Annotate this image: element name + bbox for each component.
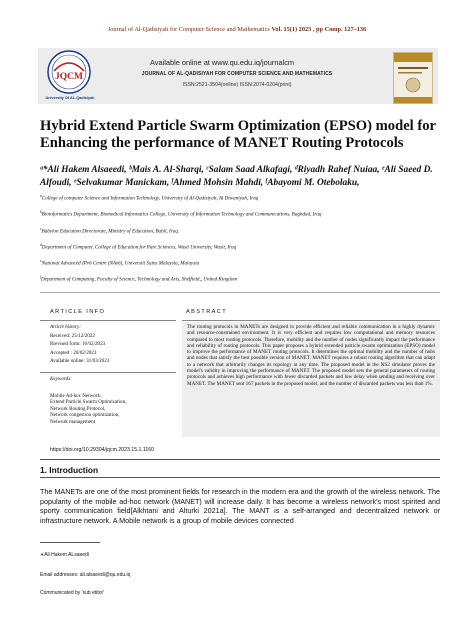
divider xyxy=(40,459,440,460)
affiliation xyxy=(40,274,460,283)
affiliation-marker: d xyxy=(40,242,42,247)
keywords-label: Keywords: xyxy=(50,376,72,382)
article-info-label: ARTICLE INFO xyxy=(50,309,106,315)
divider xyxy=(40,292,440,293)
keyword-item: Network congestion optimization, xyxy=(50,412,120,418)
affiliation-text: Babylon Education Directorate, Ministry of Education, Babil, Iraq. xyxy=(41,228,180,235)
affiliation-text: Department of Computer, College of Education for Pure Sciences, Wasit University, Wasit, Iraq xyxy=(41,244,237,251)
keywords xyxy=(50,376,126,425)
issn: ISSN:2521-3504(online) ISSN:2074-0204(print) xyxy=(182,82,292,88)
journal-logo-icon xyxy=(40,49,98,101)
affiliation-marker: a xyxy=(40,194,42,198)
keyword-item: Network Routing Protocol, xyxy=(50,405,106,412)
affiliation-marker: b xyxy=(40,210,42,215)
keyword-item: Mobile Ad-hoc Network , xyxy=(50,392,103,399)
affiliation-text: Bioinformatics Department, Biomedical Informatics College, University of Information Technology and Communications, Baghdad, Iraq xyxy=(41,211,322,218)
divider xyxy=(40,477,440,478)
corresponding-author: ∗Ali Hakem ALsaeedi xyxy=(40,552,89,558)
affiliation xyxy=(40,258,460,267)
footnote-divider xyxy=(40,542,100,543)
affiliation-text: College of computer Science and Information Technology, University of Al-Qadisiyah, Al Diwaniyah, Iraq xyxy=(41,195,259,202)
journal-header xyxy=(0,26,474,33)
email-address: Email addresses: ali.alsaeedi@qu.edu.iq xyxy=(40,572,131,578)
banner-journal-name: JOURNAL OF AL-QADISIYAH FOR COMPUTER SCIENCE AND MATHEMATICS xyxy=(141,71,333,77)
authors: ᵃ*Ali Hakem Alsaeedi, ᵇMais A. Al-Sharqi, ᶜSalam Saad Alkafagi, ᵈRiyadh Rahef Nuiaa, ᵉAli Saeed D. Alfoudi, ᵉSelvakumar Manickam, ᶠAhmed Mohsin Mahdi, ᶠAbayomi M. Otebolaku, xyxy=(40,165,433,188)
abstract-text: The routing protocols in MANETs are designed to provide efficient and reliable communication in a highly dynamic and resource-constrained environment. It is very efficient and requires low computational and memory resources compared to most routing protocols. Therefore, mobility and the number of nodes significantly impact the performance and reliability of routing protocols. This paper proposes a hybrid extended particle swarm optimization (EPSO) model to improve the performance of MANET routing protocols. It determines the optimal mobility and the number of hubs and nodes that satisfy the best possible version of MANET. MANET requires a robust routing algorithm that can adapt to a network that arbitrarily changes its topology at any time. The proposed model in the NS2 simulator proves the model's validity in improving the performance of MANET. The proposed model sets the general parameters of routing protocols and achieves high performance with fewer discarded packets and low delay when sending and receiving over MANET. The MANET sent 167 packets in the proposed model, and the number of discarded packets was less than 1%. xyxy=(187,324,435,387)
keyword-item: Network management xyxy=(50,418,96,425)
communicated-by: Communicated by 'sub etitor' xyxy=(40,590,105,596)
keyword-item: Extend Particle Swarm Optimization, xyxy=(50,399,127,405)
logo-text: JQCM xyxy=(55,72,83,82)
accepted-date: Accepted : 20/02/2023 xyxy=(50,349,97,356)
affiliation-marker: f xyxy=(40,275,41,280)
divider xyxy=(40,372,176,373)
affiliation-marker: c xyxy=(40,226,42,231)
affiliations xyxy=(40,193,460,291)
doi-link[interactable]: https://doi.org/10.29304/jqcm.2023.15.1.1160 xyxy=(50,447,155,453)
journal-name: Journal of Al-Qadisiyah for Computer Science and Mathematics xyxy=(107,26,270,33)
affiliation xyxy=(40,226,460,235)
available-online: Available online at www.qu.edu.iq/journalcm xyxy=(150,58,295,67)
history-label: Article history: xyxy=(50,324,81,330)
divider xyxy=(182,320,440,321)
intro-paragraph: The MANETs are one of the most prominent fields for research in the modern era and the growth of the wireless network. The popularity of the mobile ad-hoc network (MANET) will increase daily. It has become a wireless network's most spirited and sporty communication field[Alkhtani and Alturki 2021a]. The MANT is a self-arranged and decentralized network or infrastructure network. A Mobile network is a group of mobile devices connected xyxy=(40,487,440,525)
journal-volume: Vol. 15(1) 2023 , pp Comp. 127–136 xyxy=(271,26,367,33)
online-date: Available online: 31/03/2023 xyxy=(50,358,110,365)
divider xyxy=(40,320,176,321)
journal-cover-icon xyxy=(393,52,433,104)
abstract-label: ABSTRACT xyxy=(186,309,228,315)
paper-title: Hybrid Extend Particle Swarm Optimization (EPSO) model for Enhancing the performance of MANET Routing Protocols xyxy=(40,118,436,151)
logo-caption: University Of AL-Qadisiyah xyxy=(45,96,95,100)
affiliation-marker: e xyxy=(40,259,42,264)
received-date: Received: 25/12/2022 xyxy=(50,332,95,339)
abstract-box xyxy=(182,322,440,437)
affiliation xyxy=(40,193,460,202)
section-heading: 1. Introduction xyxy=(40,465,99,475)
affiliation xyxy=(40,242,460,251)
affiliation-text: Department of Computing, Faculty of Science, Technology and Arts, Sheffield,, United Kingdom xyxy=(41,277,238,284)
article-history xyxy=(50,323,109,366)
affiliation-text: National Advanced IPv6 Centre (NAv6), Universiti Sains Malaysia, Malaysia xyxy=(41,260,200,267)
affiliation xyxy=(40,209,460,218)
revised-date: Rrevised form: 16/02/2023 xyxy=(50,341,106,348)
